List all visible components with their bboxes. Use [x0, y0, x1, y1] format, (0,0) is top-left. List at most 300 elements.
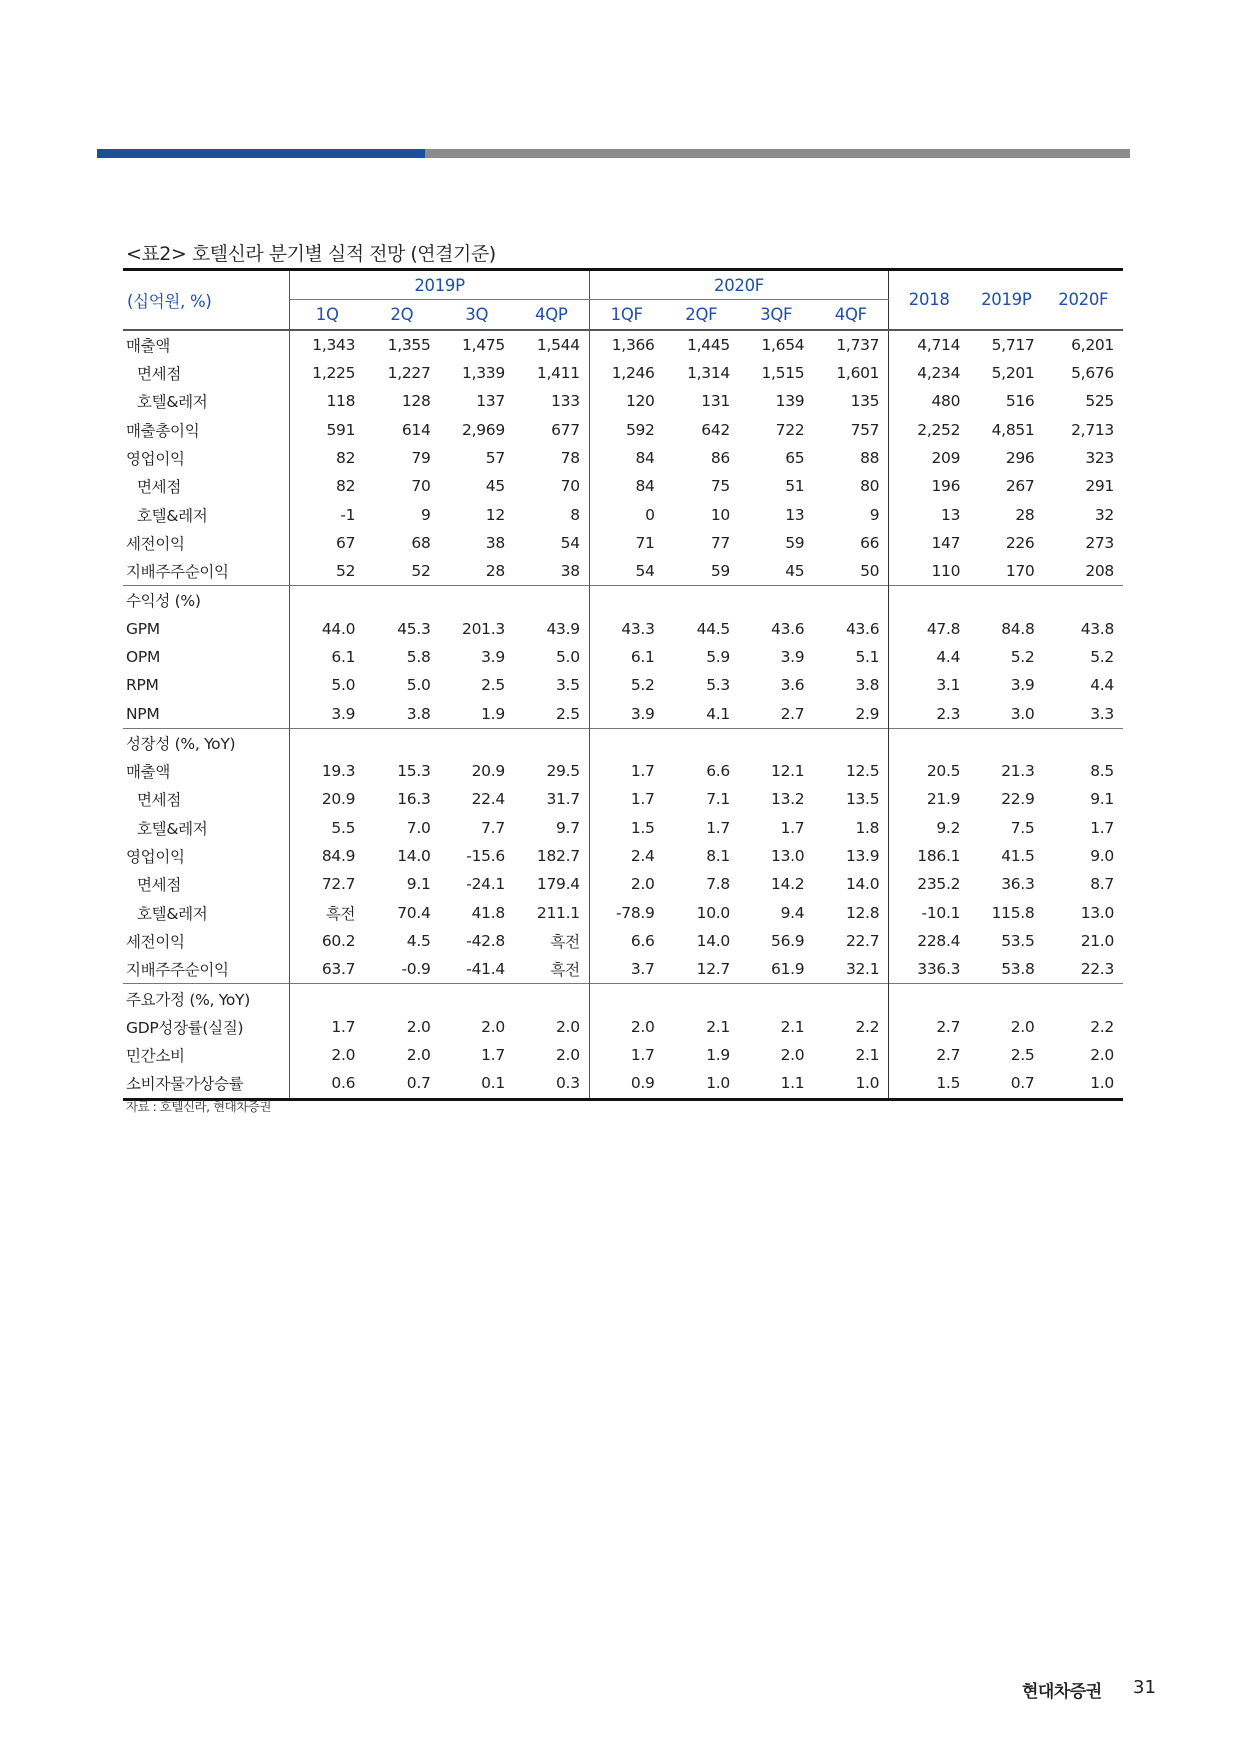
cell-value: [440, 984, 514, 1013]
table-row: [123, 387, 1123, 415]
cell-value: 12.8: [845, 903, 880, 922]
cell-value: 0.9: [589, 1069, 663, 1099]
cell-value: 10.0: [696, 903, 730, 922]
cell-value: 170: [1005, 562, 1035, 581]
cell-value: 209: [889, 444, 969, 472]
cell-value: 1.9: [706, 1046, 730, 1065]
cell-value: 84.9: [290, 842, 364, 870]
cell-value: 267: [1005, 477, 1035, 496]
table-row: [123, 757, 1123, 785]
cell-value: 2.0: [556, 1017, 580, 1036]
cell-value: 13.5: [845, 790, 880, 809]
cell-value: 9: [420, 505, 431, 524]
row-label: 민간소비: [126, 1047, 185, 1066]
cell-value: 5.2: [1090, 648, 1114, 666]
section-row: [123, 728, 1123, 757]
cell-value: 13.0: [1080, 903, 1114, 922]
cell-value: [889, 728, 969, 757]
row-label: 매출액: [126, 763, 171, 782]
table-row: [123, 899, 1123, 927]
cell-value: 131: [701, 392, 730, 411]
table-row: [123, 500, 1123, 528]
cell-value: 2,713: [1071, 420, 1114, 439]
cell-value: 8.5: [1090, 762, 1114, 781]
cell-value: 13.9: [845, 847, 880, 866]
cell-value: [1044, 728, 1124, 757]
cell-value: 2.9: [855, 704, 880, 723]
cell-value: 22.4: [471, 790, 505, 809]
cell-value: 208: [1085, 562, 1114, 581]
cell-value: 3.1: [889, 671, 969, 699]
cell-value: 41.8: [471, 903, 505, 922]
cell-value: 5,676: [1071, 364, 1114, 383]
cell-value: 133: [551, 392, 580, 411]
cell-value: 66: [860, 533, 880, 552]
table-row: [123, 1069, 1123, 1099]
cell-value: 6.1: [589, 643, 663, 671]
row-label: GPM: [126, 619, 160, 638]
col-header: 4QF: [813, 300, 888, 330]
group-header-2020: 2020F: [589, 270, 888, 300]
cell-value: [813, 586, 888, 615]
cell-value: 9.0: [1090, 847, 1114, 866]
cell-value: 8.1: [706, 847, 730, 866]
cell-value: 8: [570, 505, 580, 524]
cell-value: [739, 728, 813, 757]
cell-value: 9.2: [889, 814, 969, 842]
cell-value: 1,544: [536, 335, 580, 354]
cell-value: 642: [701, 420, 730, 439]
cell-value: 2.4: [589, 842, 663, 870]
cell-value: [664, 586, 739, 615]
cell-value: 13: [785, 505, 805, 524]
cell-value: 5.8: [406, 648, 431, 666]
row-label: NPM: [126, 704, 160, 723]
cell-value: 3.9: [780, 648, 805, 666]
cell-value: 2.0: [1010, 1017, 1035, 1036]
cell-value: 6.6: [706, 762, 730, 781]
financial-table: [123, 268, 1123, 1101]
cell-value: 78: [560, 448, 580, 467]
cell-value: 21.9: [889, 785, 969, 813]
cell-value: 1,515: [761, 364, 805, 383]
cell-value: 135: [850, 392, 880, 411]
cell-value: 68: [411, 533, 431, 552]
cell-value: 4,234: [889, 359, 969, 387]
row-label: 주요가정 (%, YoY): [123, 984, 290, 1013]
cell-value: 2.0: [406, 1017, 431, 1036]
cell-value: 1,314: [687, 364, 730, 383]
table-row: [123, 671, 1123, 699]
cell-value: 44.0: [290, 615, 364, 643]
table-row: [123, 330, 1123, 359]
cell-value: 2.7: [889, 1013, 969, 1041]
cell-value: 82: [290, 472, 364, 500]
group-header-2019: 2019P: [290, 270, 589, 300]
cell-value: 3.8: [406, 704, 431, 723]
cell-value: 71: [589, 529, 663, 557]
cell-value: 43.6: [845, 619, 880, 638]
cell-value: 5.0: [406, 676, 431, 695]
cell-value: 43.9: [546, 619, 580, 638]
cell-value: 8.7: [1090, 875, 1114, 894]
cell-value: 118: [290, 387, 364, 415]
cell-value: [813, 984, 888, 1013]
cell-value: 59: [785, 533, 805, 552]
row-label: 성장성 (%, YoY): [123, 728, 290, 757]
cell-value: 1.7: [589, 1041, 663, 1069]
cell-value: 1.0: [664, 1069, 739, 1099]
row-label: 면세점: [137, 876, 182, 895]
cell-value: 12: [485, 505, 505, 524]
cell-value: 1,355: [387, 335, 431, 354]
cell-value: [589, 586, 663, 615]
accent-bar-blue: [97, 149, 425, 158]
cell-value: 45.3: [397, 619, 431, 638]
cell-value: 139: [775, 392, 805, 411]
table-row: [123, 615, 1123, 643]
cell-value: 56.9: [771, 931, 805, 950]
cell-value: 2.0: [290, 1041, 364, 1069]
cell-value: 6.1: [290, 643, 364, 671]
cell-value: 3.8: [855, 676, 880, 695]
cell-value: [290, 984, 364, 1013]
cell-value: 7.1: [706, 790, 730, 809]
cell-value: 2.0: [589, 870, 663, 898]
cell-value: 9.1: [406, 875, 431, 894]
table-row: [123, 529, 1123, 557]
table-row: [123, 472, 1123, 500]
cell-value: 70: [411, 477, 431, 496]
cell-value: 9: [869, 505, 880, 524]
cell-value: [364, 984, 439, 1013]
section-row: [123, 984, 1123, 1013]
cell-value: 525: [1085, 392, 1114, 411]
cell-value: 28: [1015, 505, 1035, 524]
cell-value: 20.9: [290, 785, 364, 813]
cell-value: 80: [860, 477, 880, 496]
table-row: [123, 870, 1123, 898]
cell-value: 2.5: [1010, 1046, 1035, 1065]
cell-value: 120: [589, 387, 663, 415]
cell-value: 44.5: [696, 619, 730, 638]
cell-value: [969, 586, 1043, 615]
cell-value: [514, 728, 589, 757]
cell-value: 31.7: [546, 790, 580, 809]
cell-value: 1.7: [706, 818, 730, 837]
cell-value: 1,601: [836, 364, 880, 383]
cell-value: 36.3: [1001, 875, 1035, 894]
table-row: [123, 814, 1123, 842]
cell-value: 53.5: [1001, 931, 1035, 950]
cell-value: 65: [785, 448, 805, 467]
cell-value: 12.1: [771, 762, 805, 781]
cell-value: [1044, 586, 1124, 615]
cell-value: 67: [290, 529, 364, 557]
cell-value: 2.0: [589, 1013, 663, 1041]
cell-value: 1,445: [687, 335, 730, 354]
cell-value: 4.1: [706, 704, 730, 723]
cell-value: 1.0: [1044, 1069, 1124, 1099]
cell-value: 5.0: [556, 648, 580, 666]
cell-value: 1.1: [739, 1069, 813, 1099]
row-label: 호텔&레저: [137, 904, 208, 923]
cell-value: 336.3: [889, 955, 969, 984]
row-label: GDP성장률(실질): [126, 1018, 244, 1037]
cell-value: -0.9: [401, 960, 431, 979]
cell-value: 3.9: [290, 699, 364, 728]
cell-value: 45: [485, 477, 505, 496]
cell-value: 182.7: [536, 847, 580, 866]
cell-value: 84.8: [1001, 619, 1035, 638]
cell-value: 1.7: [481, 1046, 505, 1065]
cell-value: 52: [411, 562, 431, 581]
row-label: 매출액: [126, 336, 171, 355]
table-row: [123, 785, 1123, 813]
row-label: 영업이익: [126, 848, 185, 867]
row-label: 소비자물가상승률: [123, 1069, 290, 1099]
cell-value: 43.6: [771, 619, 805, 638]
cell-value: 6.6: [589, 927, 663, 955]
cell-value: 21.0: [1080, 931, 1114, 950]
row-label: 지배주주순이익: [126, 961, 229, 980]
cell-value: -42.8: [466, 931, 505, 950]
row-label: 면세점: [137, 365, 182, 384]
cell-value: 3.9: [589, 699, 663, 728]
cell-value: 1,475: [462, 335, 505, 354]
cell-value: 4.5: [406, 931, 431, 950]
cell-value: 1.7: [589, 785, 663, 813]
cell-value: 5,717: [991, 335, 1035, 354]
cell-value: 2.0: [556, 1046, 580, 1065]
row-label: 세전이익: [126, 534, 185, 553]
col-header: 1QF: [589, 300, 663, 330]
cell-value: [589, 984, 663, 1013]
cell-value: 14.2: [771, 875, 805, 894]
cell-value: 1.5: [889, 1069, 969, 1099]
cell-value: 4,851: [991, 420, 1035, 439]
cell-value: 5.2: [1010, 648, 1035, 666]
cell-value: [514, 984, 589, 1013]
table-row: [123, 444, 1123, 472]
cell-value: 2.0: [481, 1017, 505, 1036]
cell-value: 13.0: [771, 847, 805, 866]
cell-value: 54: [589, 557, 663, 586]
cell-value: 137: [476, 392, 505, 411]
cell-value: [969, 728, 1043, 757]
table-row: [123, 415, 1123, 443]
cell-value: 5.0: [290, 671, 364, 699]
header-accent-bar: [97, 149, 1130, 158]
cell-value: 32: [1094, 505, 1114, 524]
cell-value: 61.9: [771, 960, 805, 979]
cell-value: 5,201: [991, 364, 1035, 383]
cell-value: [364, 586, 439, 615]
cell-value: 3.6: [780, 676, 805, 695]
table-title: <표2> 호텔신라 분기별 실적 전망 (연결기준): [126, 243, 496, 265]
cell-value: [514, 586, 589, 615]
cell-value: 15.3: [397, 762, 431, 781]
cell-value: 19.3: [290, 757, 364, 785]
cell-value: 51: [785, 477, 805, 496]
col-header: 2020F: [1044, 270, 1124, 330]
cell-value: 54: [560, 533, 580, 552]
row-label: 지배주주순이익: [126, 563, 229, 582]
cell-value: 757: [850, 420, 880, 439]
cell-value: 5.2: [589, 671, 663, 699]
cell-value: -1: [290, 500, 364, 528]
cell-value: 614: [401, 420, 431, 439]
cell-value: 2.7: [780, 704, 805, 723]
cell-value: -41.4: [466, 960, 505, 979]
cell-value: 22.3: [1080, 960, 1114, 979]
cell-value: 75: [710, 477, 730, 496]
row-label: 수익성 (%): [123, 586, 290, 615]
cell-value: 1.7: [589, 757, 663, 785]
cell-value: 흑전: [290, 899, 364, 927]
cell-value: 7.0: [406, 818, 431, 837]
cell-value: 1,654: [761, 335, 805, 354]
cell-value: 82: [290, 444, 364, 472]
cell-value: 2,969: [462, 420, 505, 439]
table-row: [123, 643, 1123, 671]
cell-value: [664, 728, 739, 757]
cell-value: 12.7: [696, 960, 730, 979]
cell-value: 7.8: [706, 875, 730, 894]
cell-value: 60.2: [290, 927, 364, 955]
cell-value: [364, 728, 439, 757]
cell-value: 1.5: [589, 814, 663, 842]
cell-value: [1044, 984, 1124, 1013]
cell-value: 79: [411, 448, 431, 467]
cell-value: [589, 728, 663, 757]
cell-value: [889, 984, 969, 1013]
row-label: 호텔&레저: [137, 393, 208, 412]
cell-value: 228.4: [889, 927, 969, 955]
row-label: 면세점: [137, 478, 182, 497]
row-label: 면세점: [137, 791, 182, 810]
cell-value: 3.7: [589, 955, 663, 984]
cell-value: [739, 586, 813, 615]
cell-value: 9.7: [556, 818, 580, 837]
cell-value: 32.1: [845, 960, 880, 979]
cell-value: 21.3: [1001, 762, 1035, 781]
cell-value: 16.3: [397, 790, 431, 809]
cell-value: 88: [860, 448, 880, 467]
cell-value: -10.1: [889, 899, 969, 927]
cell-value: 2,252: [889, 415, 969, 443]
cell-value: 흑전: [550, 932, 580, 951]
cell-value: 115.8: [991, 903, 1035, 922]
cell-value: 1.7: [290, 1013, 364, 1041]
cell-value: 9.4: [780, 903, 805, 922]
cell-value: 291: [1085, 477, 1114, 496]
cell-value: 516: [1005, 392, 1035, 411]
cell-value: 0.7: [364, 1069, 439, 1099]
cell-value: 72.7: [290, 870, 364, 898]
cell-value: 28: [485, 562, 505, 581]
row-label: 매출총이익: [126, 421, 200, 440]
cell-value: 3.5: [556, 676, 580, 695]
cell-value: [813, 728, 888, 757]
cell-value: 70.4: [397, 903, 431, 922]
row-label: 세전이익: [126, 932, 185, 951]
cell-value: 0.7: [969, 1069, 1043, 1099]
cell-value: 3.9: [1010, 676, 1035, 695]
cell-value: -78.9: [589, 899, 663, 927]
cell-value: [889, 586, 969, 615]
cell-value: 1,737: [836, 335, 880, 354]
cell-value: 47.8: [889, 615, 969, 643]
cell-value: 3.3: [1090, 704, 1114, 723]
cell-value: 2.0: [1090, 1046, 1114, 1065]
cell-value: 2.5: [556, 704, 580, 723]
cell-value: -15.6: [466, 847, 505, 866]
cell-value: 10: [710, 505, 730, 524]
cell-value: 0.6: [290, 1069, 364, 1099]
cell-value: 70: [560, 477, 580, 496]
table-row: [123, 842, 1123, 870]
row-label: RPM: [126, 676, 159, 695]
cell-value: 0.1: [440, 1069, 514, 1099]
cell-value: 77: [710, 533, 730, 552]
cell-value: 45: [785, 562, 805, 581]
cell-value: 2.2: [1090, 1017, 1114, 1036]
table-body: [123, 330, 1123, 1100]
cell-value: 2.0: [406, 1046, 431, 1065]
cell-value: 3.0: [1010, 704, 1035, 723]
cell-value: 흑전: [550, 961, 580, 980]
cell-value: 9.1: [1090, 790, 1114, 809]
cell-value: 84: [589, 444, 663, 472]
cell-value: 1,246: [589, 359, 663, 387]
cell-value: 196: [889, 472, 969, 500]
cell-value: 41.5: [1001, 847, 1035, 866]
cell-value: 14.0: [845, 875, 880, 894]
cell-value: [290, 728, 364, 757]
cell-value: 20.5: [889, 757, 969, 785]
cell-value: 0.3: [514, 1069, 589, 1099]
cell-value: 2.3: [889, 699, 969, 728]
cell-value: 38: [485, 533, 505, 552]
cell-value: 22.7: [845, 931, 880, 950]
cell-value: 2.0: [780, 1046, 805, 1065]
cell-value: 179.4: [536, 875, 580, 894]
cell-value: 677: [551, 420, 580, 439]
table-row: [123, 1041, 1123, 1069]
cell-value: 63.7: [290, 955, 364, 984]
col-header: 1Q: [290, 300, 364, 330]
table-row: [123, 927, 1123, 955]
cell-value: 29.5: [546, 762, 580, 781]
cell-value: 1,343: [290, 330, 364, 359]
cell-value: 38: [560, 562, 580, 581]
cell-value: 235.2: [889, 870, 969, 898]
cell-value: 273: [1085, 533, 1114, 552]
row-label: 영업이익: [126, 449, 185, 468]
cell-value: 2.5: [481, 676, 505, 695]
cell-value: 2.1: [706, 1017, 730, 1036]
section-row: [123, 586, 1123, 615]
cell-value: [440, 586, 514, 615]
cell-value: 592: [589, 415, 663, 443]
cell-value: 4,714: [889, 330, 969, 359]
cell-value: 14.0: [696, 931, 730, 950]
cell-value: 12.5: [845, 762, 880, 781]
cell-value: 591: [290, 415, 364, 443]
cell-value: 5.9: [706, 648, 730, 666]
cell-value: 0: [589, 500, 663, 528]
